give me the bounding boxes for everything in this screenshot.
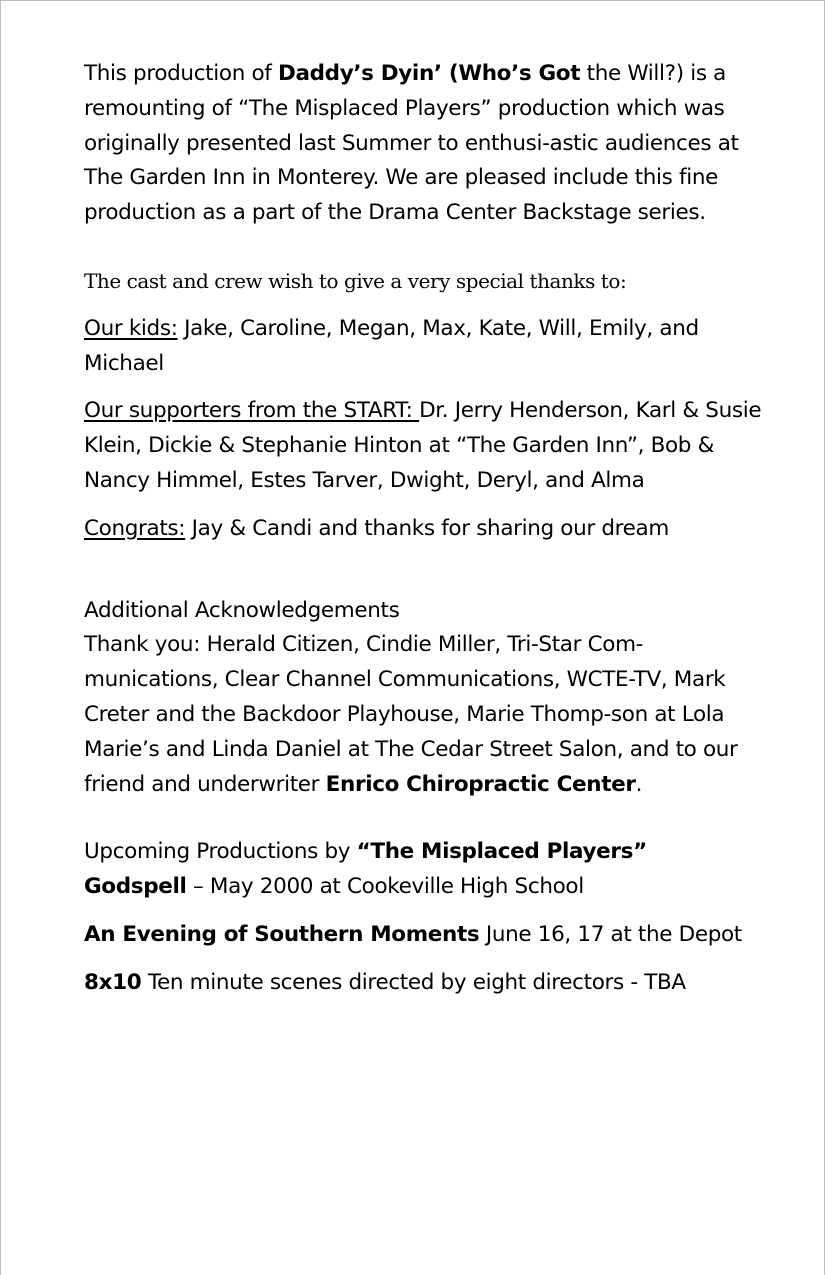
upcoming-item-title: 8x10 [84,969,142,995]
kids-label: Our kids: [84,315,178,341]
congrats-paragraph [84,512,774,547]
play-title: Daddy’s Dyin’ (Who’s Got [277,61,581,86]
underwriter-name: Enrico Chiropractic Center [325,771,636,797]
acknowledgements-paragraph [84,628,774,802]
congrats-text: Jay & Candi and thanks for sharing our dream [185,515,669,541]
upcoming-item-title: Godspell [84,874,187,900]
upcoming-item-text: June 16, 17 at the Depot [479,921,742,947]
company-name: “The Misplaced Players” [356,839,647,865]
upcoming-item-text: – May 2000 at Cookeville High School [186,874,584,900]
kids-paragraph [84,312,774,382]
upcoming-item [84,918,774,953]
upcoming-item-title: An Evening of Southern Moments [84,921,480,947]
upcoming-item [84,870,774,905]
kids-text: Jake, Caroline, Megan, Max, Kate, Will, Emily, and Michael [84,315,699,376]
intro-text-rest: the Will?) is a remounting of “The Misplaced Players” production which was originally presented last Summer to enthusi-astic audiences at The Garden Inn in Monterey. We are pleased include this fine production as a part of the Drama Center Backstage series. [84,61,739,226]
thanks-heading: The cast and crew wish to give a very special thanks to: [84,268,627,293]
intro-text-start: This production of [84,61,278,86]
upcoming-heading-text: Upcoming Productions by [84,839,357,865]
supporters-label: Our supporters from the START: [84,398,420,424]
upcoming-item [84,966,774,1001]
acknowledgements-heading: Additional Acknowledgements [84,597,400,623]
supporters-paragraph [84,394,774,498]
congrats-label: Congrats: [84,515,186,541]
supporters-text: Dr. Jerry Henderson, Karl & Susie Klein, Dickie & Stephanie Hinton at “The Garden Inn”, Bob & Nancy Himmel, Estes Tarver, Dwight, Deryl, and Alma [84,398,762,493]
intro-paragraph [84,57,774,231]
upcoming-item-text: Ten minute scenes directed by eight directors - TBA [141,969,686,995]
acknowledgements-end: . [635,771,643,797]
page-content [84,57,774,1001]
upcoming-heading [84,835,774,870]
acknowledgements-text: Thank you: Herald Citizen, Cindie Miller, Tri-Star Com-munications, Clear Channel Communications, WCTE-TV, Mark Creter and the Backdoor Playhouse, Marie Thomp-son at Lola Marie’s and Linda Daniel at The Cedar Street Salon, and to our friend and underwriter [84,632,738,797]
